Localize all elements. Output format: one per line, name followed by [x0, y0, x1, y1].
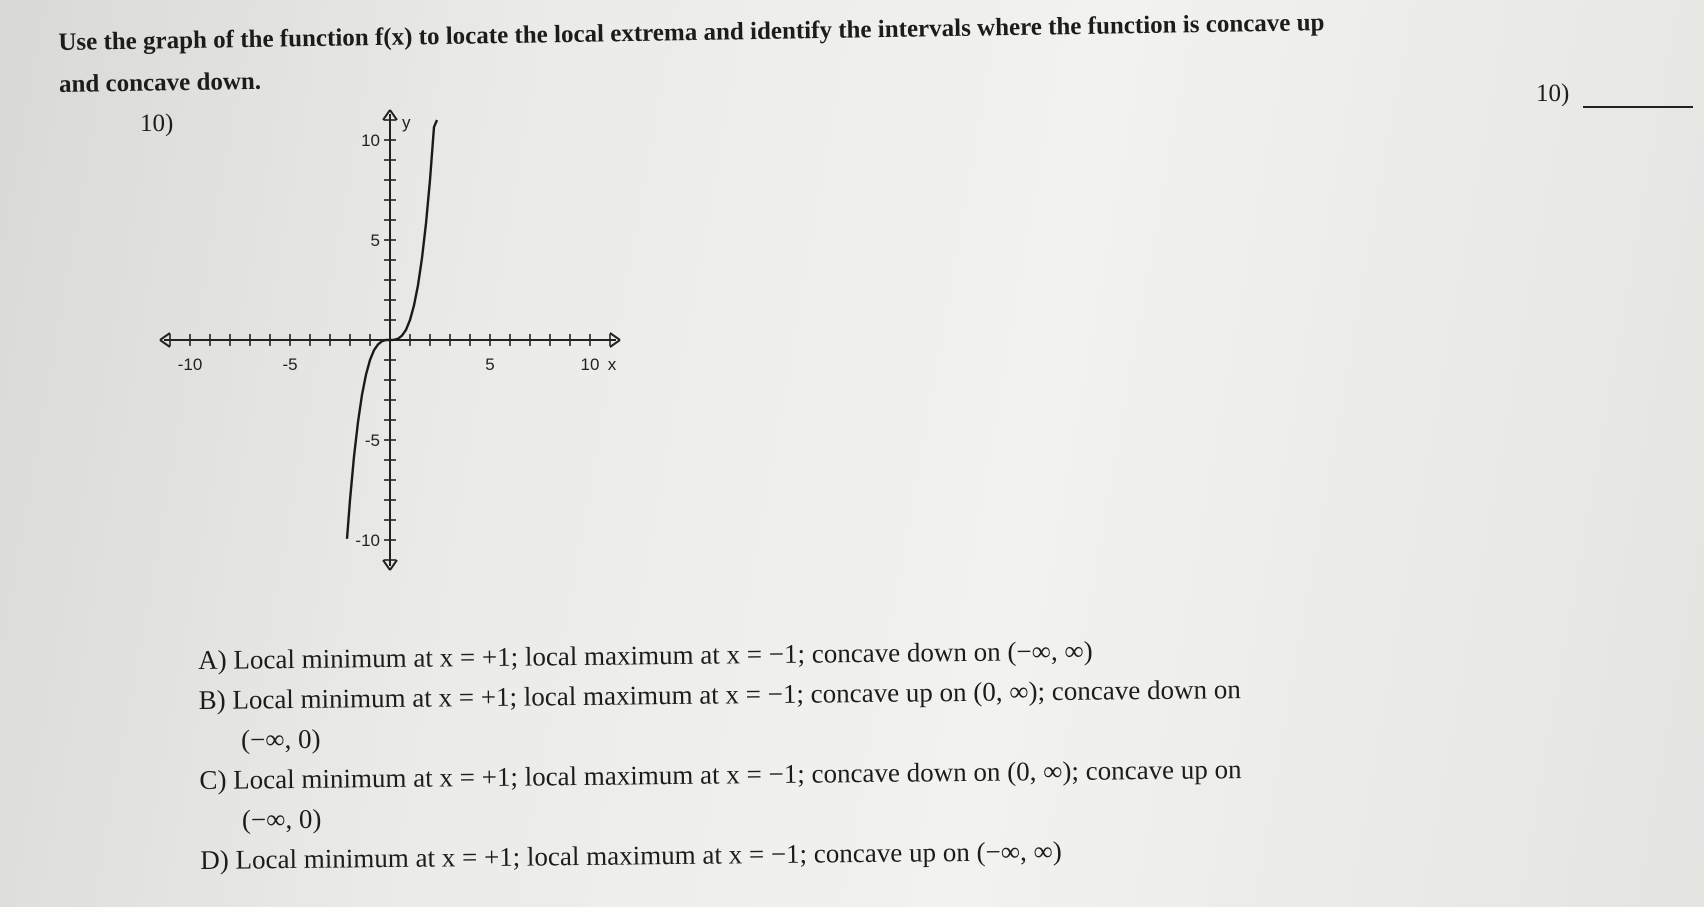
choice-a-text: Local minimum at x = +1; local maximum at x = −1; concave down on (−∞, ∞) [233, 635, 1093, 675]
choice-d-letter: D) [200, 844, 229, 875]
choice-a-letter: A) [198, 644, 227, 675]
choice-c[interactable] [199, 746, 1500, 840]
answer-choices [198, 626, 1500, 880]
question-line-2: and concave down. [58, 67, 262, 98]
question-number: 10) [140, 110, 174, 137]
y-tick-label: -10 [355, 531, 380, 550]
y-tick-label: 10 [361, 131, 380, 150]
function-curve [347, 120, 437, 539]
choice-b[interactable] [198, 666, 1499, 760]
x-tick-label: 10 [580, 355, 600, 374]
answer-number: 10) [1536, 80, 1570, 107]
graph-tick-labels [178, 113, 617, 550]
function-graph [160, 113, 680, 610]
choice-b-letter: B) [198, 684, 226, 715]
choice-d-text: Local minimum at x = +1; local maximum at x = −1; concave up on (−∞, ∞) [235, 835, 1062, 875]
question-line-1: Use the graph of the function f(x) to locate the local extrema and identify the intervals where the function is concave up [58, 9, 1325, 56]
answer-slot [1536, 80, 1693, 108]
question-text [58, 0, 1659, 106]
y-axis-label: y [402, 113, 411, 132]
x-tick-label: -10 [177, 355, 203, 374]
x-tick-label: -5 [282, 355, 298, 374]
choice-b-text-cont: (−∞, 0) [240, 723, 321, 755]
answer-blank[interactable] [1583, 80, 1693, 108]
x-axis-label: x [607, 355, 617, 374]
y-tick-label: -5 [364, 431, 380, 450]
choice-c-text: Local minimum at x = +1; local maximum at x = −1; concave down on (0, ∞); concave up on [233, 754, 1242, 795]
x-tick-label: 5 [485, 355, 495, 374]
choice-b-text: Local minimum at x = +1; local maximum at x = −1; concave up on (0, ∞); concave down on [232, 674, 1241, 715]
choice-c-letter: C) [199, 764, 227, 795]
y-tick-label: 5 [370, 231, 380, 250]
choice-c-text-cont: (−∞, 0) [241, 803, 322, 835]
